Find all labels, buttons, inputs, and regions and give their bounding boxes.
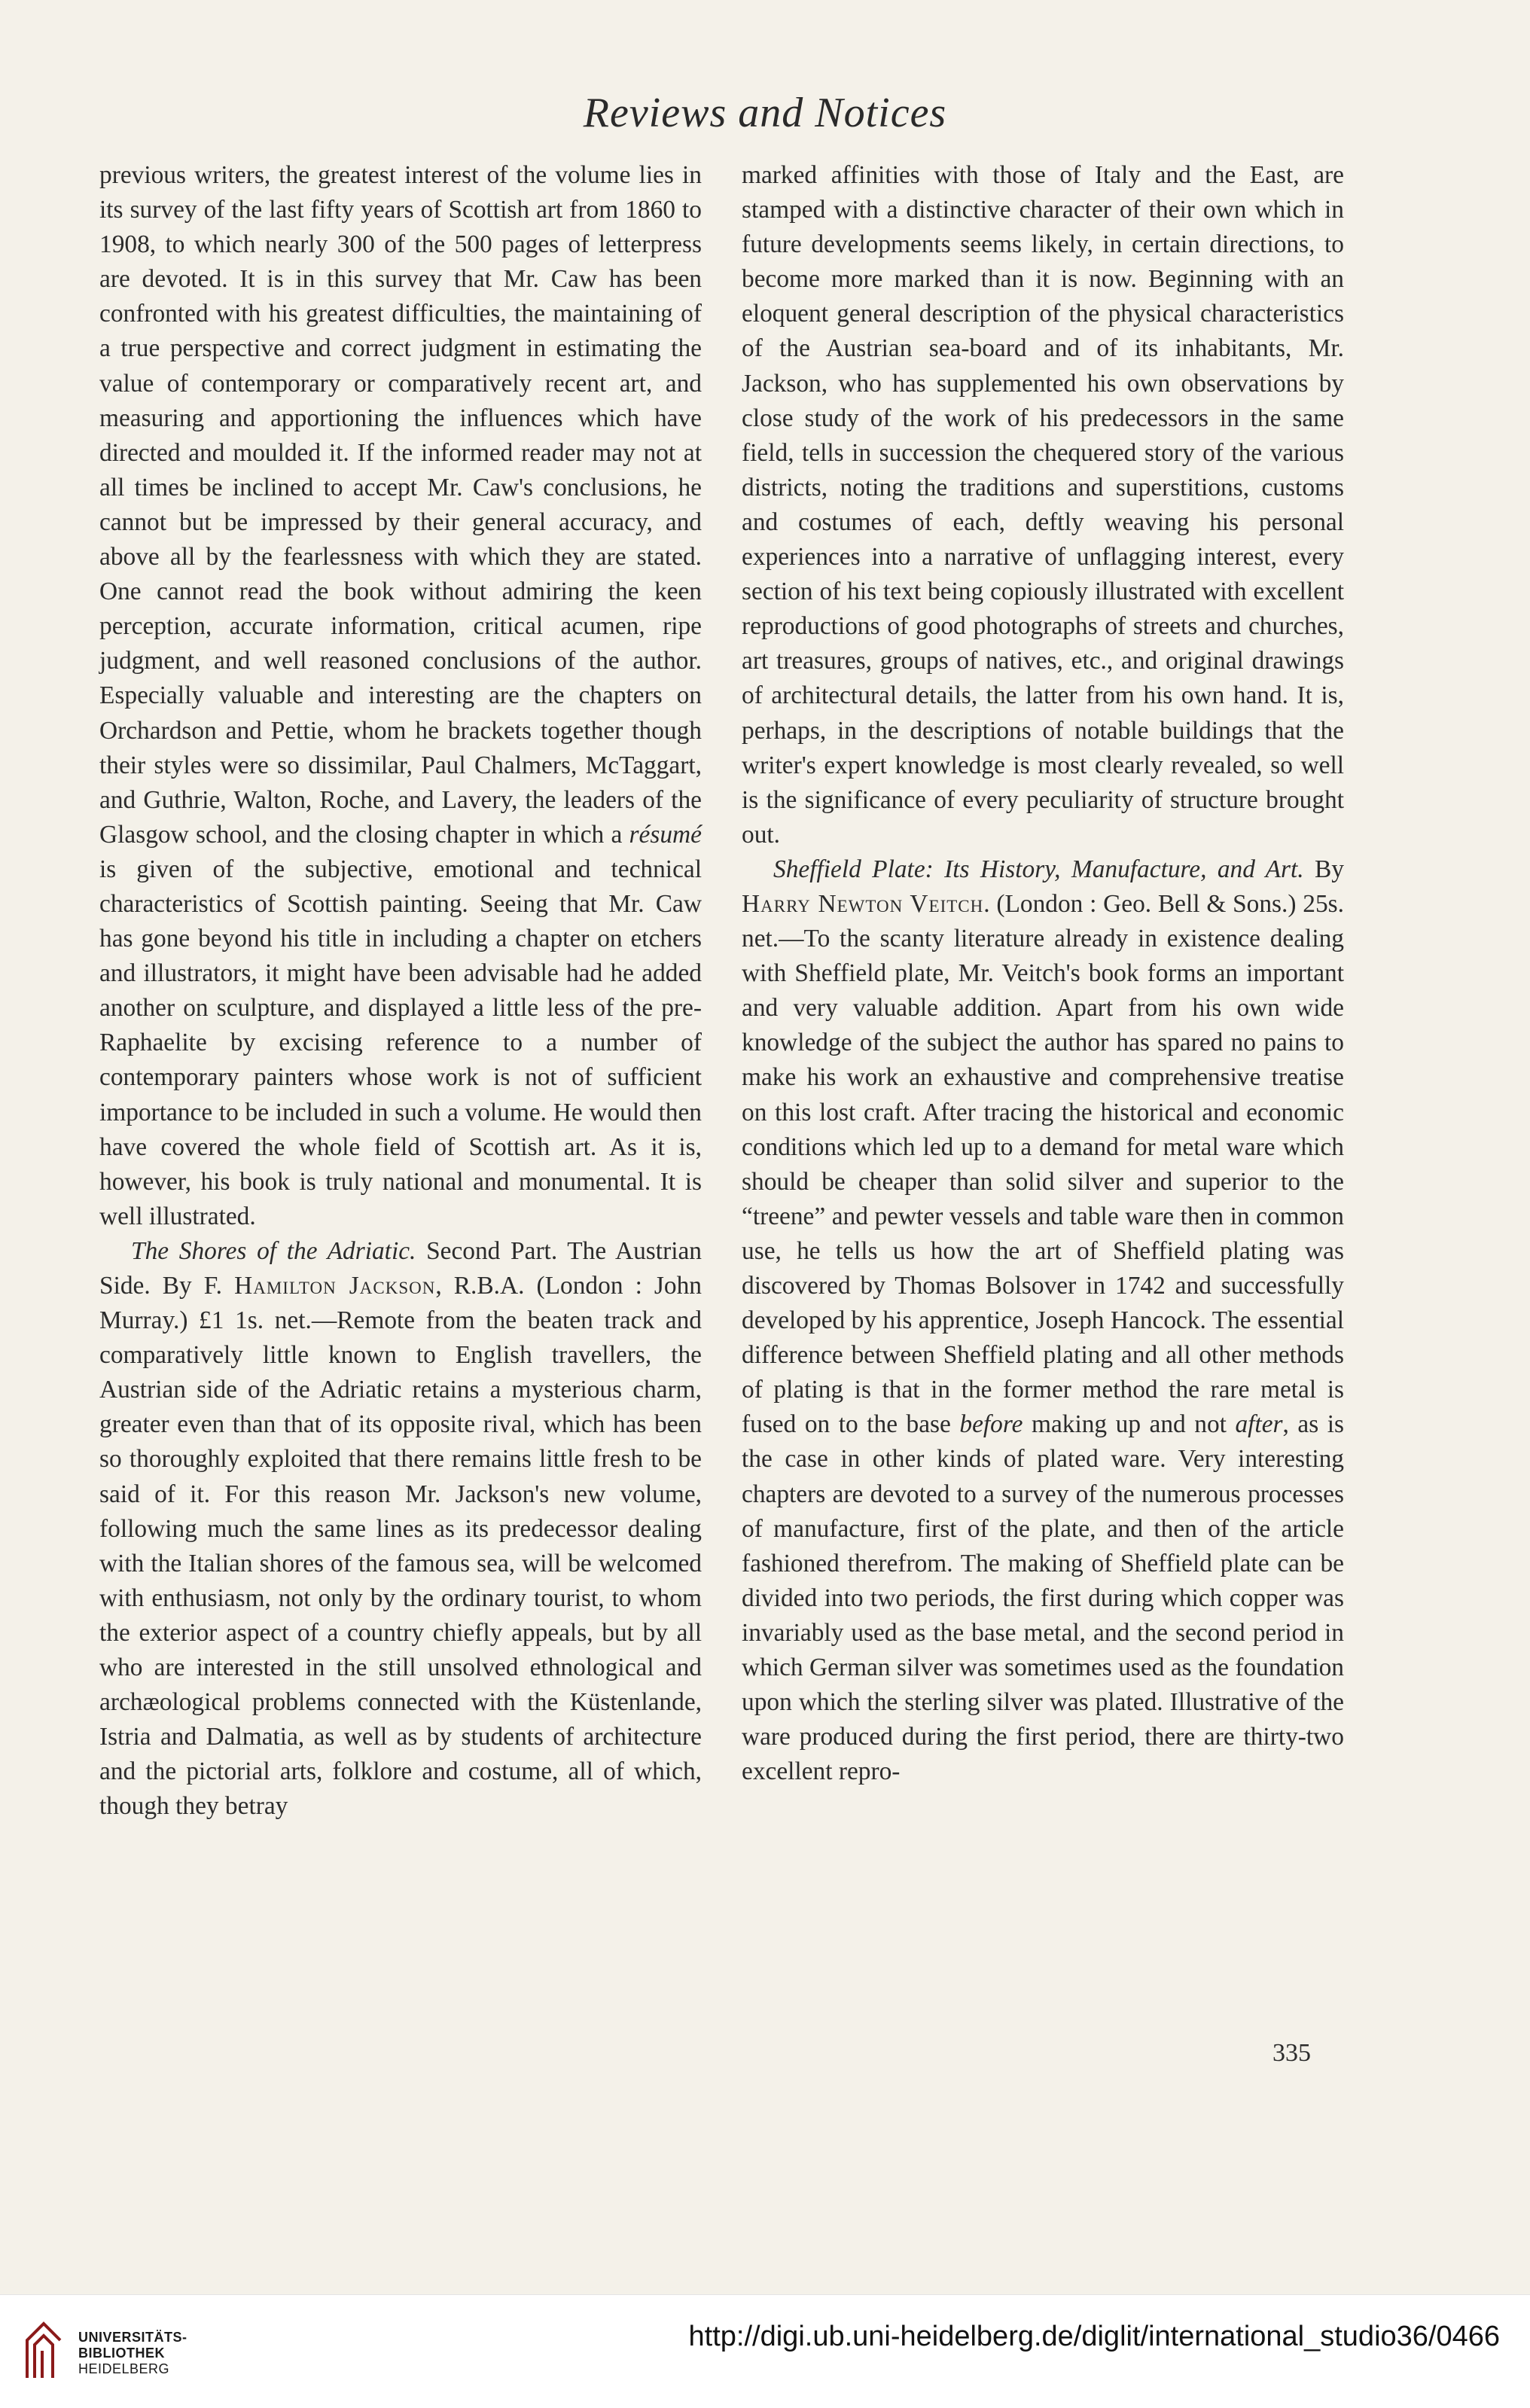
right-paragraph-review-sheffield: Sheffield Plate: Its History, Manufacture, and Art. By Harry Newton Veitch. (London : Geo. Bell & Sons.) 25s. net.—To the scanty literature already in existence dealing with Sheffield plate, Mr. Veitch's book forms an important and very valuable addition. Apart from his own wide knowledge of the subject the author has spared no pains to make his work an exhaustive and comprehensive treatise on this lost craft. After tracing the historical and economic conditions which led up to a demand for metal ware which should be cheaper than solid silver and superior to the “treene” and pewter vessels and table ware then in common use, he tells us how the art of Sheffield plating was discovered by Thomas Bolsover in 1742 and successfully developed by his apprentice, Joseph Hancock. The essential difference between Sheffield plating and all other methods of plating is that in the former method the rare metal is fused on to the base before making up and not after, as is the case in other kinds of plated ware. Very interesting chapters are devoted to a survey of the numerous processes of manufacture, first of the plate, and then of the article fashioned therefrom. The making of Sheffield plate can be divided into two periods, the first during which copper was invariably used as the base metal, and the second period in which German silver was sometimes used as the foundation upon which the sterling silver was plated. Illustrative of the ware produced during the first period, there are thirty-two excellent repro- [742, 855, 1344, 1786]
right-paragraph-1: marked affinities with those of Italy and the East, are stamped with a distinctive character of their own which in future developments seems likely, in certain directions, to become more marked than it is now. Beginning with an eloquent general description of the physical characteristics of the Austrian sea-board and of its inhabitants, Mr. Jackson, who has supplemented his own observations by close study of the work of his predecessors in the same field, tells in succession the chequered story of the various districts, noting the traditions and superstitions, customs and costumes of each, deftly weaving his personal experiences into a narrative of unflagging interest, every section of his text being copiously illustrated with excellent reproductions of good photographs of streets and churches, art treasures, groups of natives, etc., and original drawings of architectural details, the latter from his own hand. It is, perhaps, in the descriptions of notable buildings that the writer's expert knowledge is most clearly revealed, so well is the significance of every peculiarity of structure brought out. [742, 161, 1344, 849]
author-name: Hamilton Jackson [234, 1272, 436, 1300]
book-title-sheffield: Sheffield Plate: Its History, Manufacture, and Art. [773, 855, 1304, 883]
library-logo-icon [21, 2318, 66, 2385]
right-column [742, 158, 1344, 1789]
library-name: UNIVERSITÄTS- BIBLIOTHEK HEIDELBERG [78, 2330, 187, 2376]
left-paragraph-1: previous writers, the greatest interest of the volume lies in its survey of the last fifty years of Scottish art from 1860 to 1908, to which nearly 300 of the 500 pages of letterpress are devoted. It is in this survey that Mr. Caw has been confronted with his greatest difficulties, the maintaining of a true perspective and correct judgment in estimating the value of contemporary or comparatively recent art, and measuring and apportioning the influences which have directed and moulded it. If the informed reader may not at all times be inclined to accept Mr. Caw's conclusions, he cannot but be impressed by their general accuracy, and above all by the fearlessness with which they are stated. One cannot read the book without admiring the keen perception, accurate information, critical acumen, ripe judgment, and well reasoned conclusions of the author. Especially valuable and interesting are the chapters on Orchardson and Pettie, whom he brackets together though their styles were so dissimilar, Paul Chalmers, McTaggart, and Guthrie, Walton, Roche, and Lavery, the leaders of the Glasgow school, and the closing chapter in which a résumé is given of the subjective, emotional and technical characteristics of Scottish painting. Seeing that Mr. Caw has gone beyond his title in including a chapter on etchers and illustrators, it might have been advisable had he added another on sculpture, and displayed a little less of the pre-Raphaelite by excising reference to a number of contemporary painters whose work is not of sufficient importance to be included in such a volume. He would then have covered the whole field of Scottish art. As it is, however, his book is truly national and monumental. It is well illustrated. [99, 161, 702, 1230]
source-url-link[interactable]: http://digi.ub.uni-heidelberg.de/diglit/international_studio36/0466 [688, 2321, 1500, 2352]
left-paragraph-review-adriatic: The Shores of the Adriatic. Second Part. The Austrian Side. By F. Hamilton Jackson, R.B.A. (London : John Murray.) £1 1s. net.—Remote from the beaten track and comparatively little known to English travellers, the Austrian side of the Adriatic retains a mysterious charm, greater even than that of its opposite rival, which has been so thoroughly exploited that there remains little fresh to be said of it. For this reason Mr. Jackson's new volume, following much the same lines as its predecessor dealing with the Italian shores of the famous sea, will be welcomed with enthusiasm, not only by the ordinary tourist, to whom the exterior aspect of a country chiefly appeals, but by all who are interested in the still unsolved ethnological and archæological problems connected with the Küstenlande, Istria and Dalmatia, as well as by students of architecture and the pictorial arts, folklore and costume, all of which, though they betray [99, 1236, 702, 1821]
viewer-footer [0, 2294, 1530, 2408]
left-column [99, 158, 702, 1824]
book-title-adriatic: The Shores of the Adriatic. [131, 1236, 416, 1265]
author-name: Harry Newton Veitch [742, 889, 984, 918]
page-number: 335 [1272, 2039, 1311, 2067]
running-head: Reviews and Notices [583, 90, 947, 136]
